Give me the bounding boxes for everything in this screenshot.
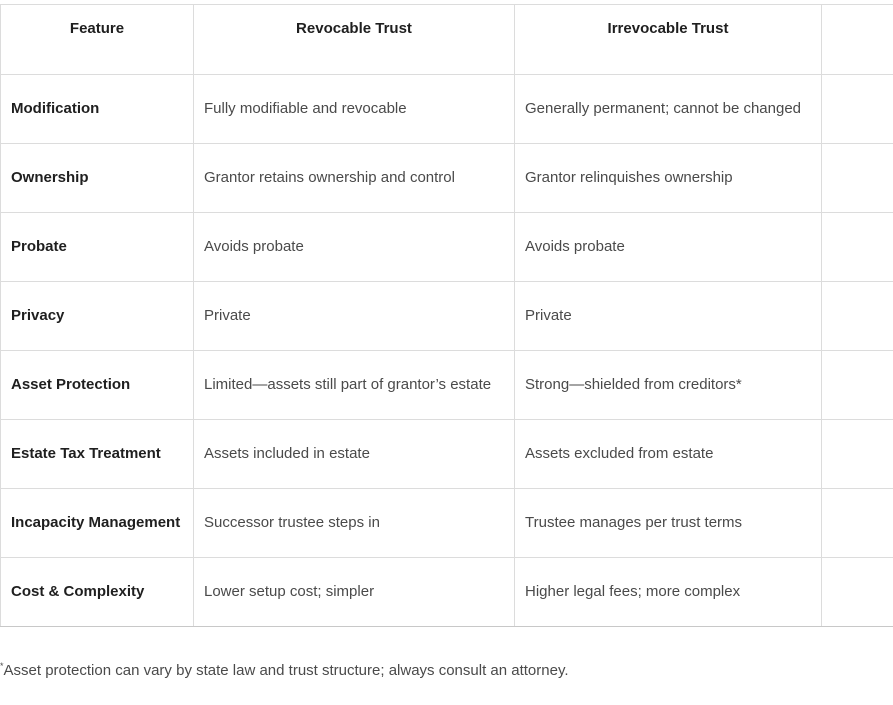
row-revocable: Limited—assets still part of grantor’s estate <box>194 351 515 420</box>
table-row <box>1 558 893 627</box>
row-irrevocable: Avoids probate <box>515 213 822 282</box>
table-row <box>1 213 893 282</box>
row-revocable: Avoids probate <box>194 213 515 282</box>
row-feature: Asset Protection <box>1 351 194 420</box>
row-spacer <box>822 144 893 213</box>
row-spacer <box>822 558 893 627</box>
row-spacer <box>822 75 893 144</box>
table-row <box>1 489 893 558</box>
comparison-table-container <box>0 4 893 627</box>
row-irrevocable: Generally permanent; cannot be changed <box>515 75 822 144</box>
row-irrevocable: Higher legal fees; more complex <box>515 558 822 627</box>
header-irrevocable-trust: Irrevocable Trust <box>515 5 822 75</box>
header-feature: Feature <box>1 5 194 75</box>
table-row <box>1 282 893 351</box>
row-revocable: Grantor retains ownership and control <box>194 144 515 213</box>
footnote <box>0 661 569 681</box>
header-spacer <box>822 5 893 75</box>
row-feature: Ownership <box>1 144 194 213</box>
row-spacer <box>822 282 893 351</box>
row-spacer <box>822 489 893 558</box>
row-irrevocable: Grantor relinquishes ownership <box>515 144 822 213</box>
row-feature: Estate Tax Treatment <box>1 420 194 489</box>
row-feature: Privacy <box>1 282 194 351</box>
table-row <box>1 144 893 213</box>
row-irrevocable: Trustee manages per trust terms <box>515 489 822 558</box>
row-spacer <box>822 213 893 282</box>
row-feature: Probate <box>1 213 194 282</box>
row-irrevocable: Private <box>515 282 822 351</box>
row-revocable: Successor trustee steps in <box>194 489 515 558</box>
row-irrevocable: Strong—shielded from creditors* <box>515 351 822 420</box>
table-row <box>1 420 893 489</box>
row-spacer <box>822 351 893 420</box>
row-feature: Modification <box>1 75 194 144</box>
row-irrevocable: Assets excluded from estate <box>515 420 822 489</box>
row-revocable: Fully modifiable and revocable <box>194 75 515 144</box>
table-row <box>1 351 893 420</box>
table-row <box>1 75 893 144</box>
trust-comparison-table <box>0 4 893 627</box>
row-revocable: Assets included in estate <box>194 420 515 489</box>
row-revocable: Private <box>194 282 515 351</box>
footnote-marker: * <box>0 661 4 671</box>
footnote-text: Asset protection can vary by state law and trust structure; always consult an attorney. <box>3 662 569 679</box>
row-feature: Cost & Complexity <box>1 558 194 627</box>
table-header-row <box>1 5 893 75</box>
row-feature: Incapacity Management <box>1 489 194 558</box>
row-spacer <box>822 420 893 489</box>
row-revocable: Lower setup cost; simpler <box>194 558 515 627</box>
header-revocable-trust: Revocable Trust <box>194 5 515 75</box>
